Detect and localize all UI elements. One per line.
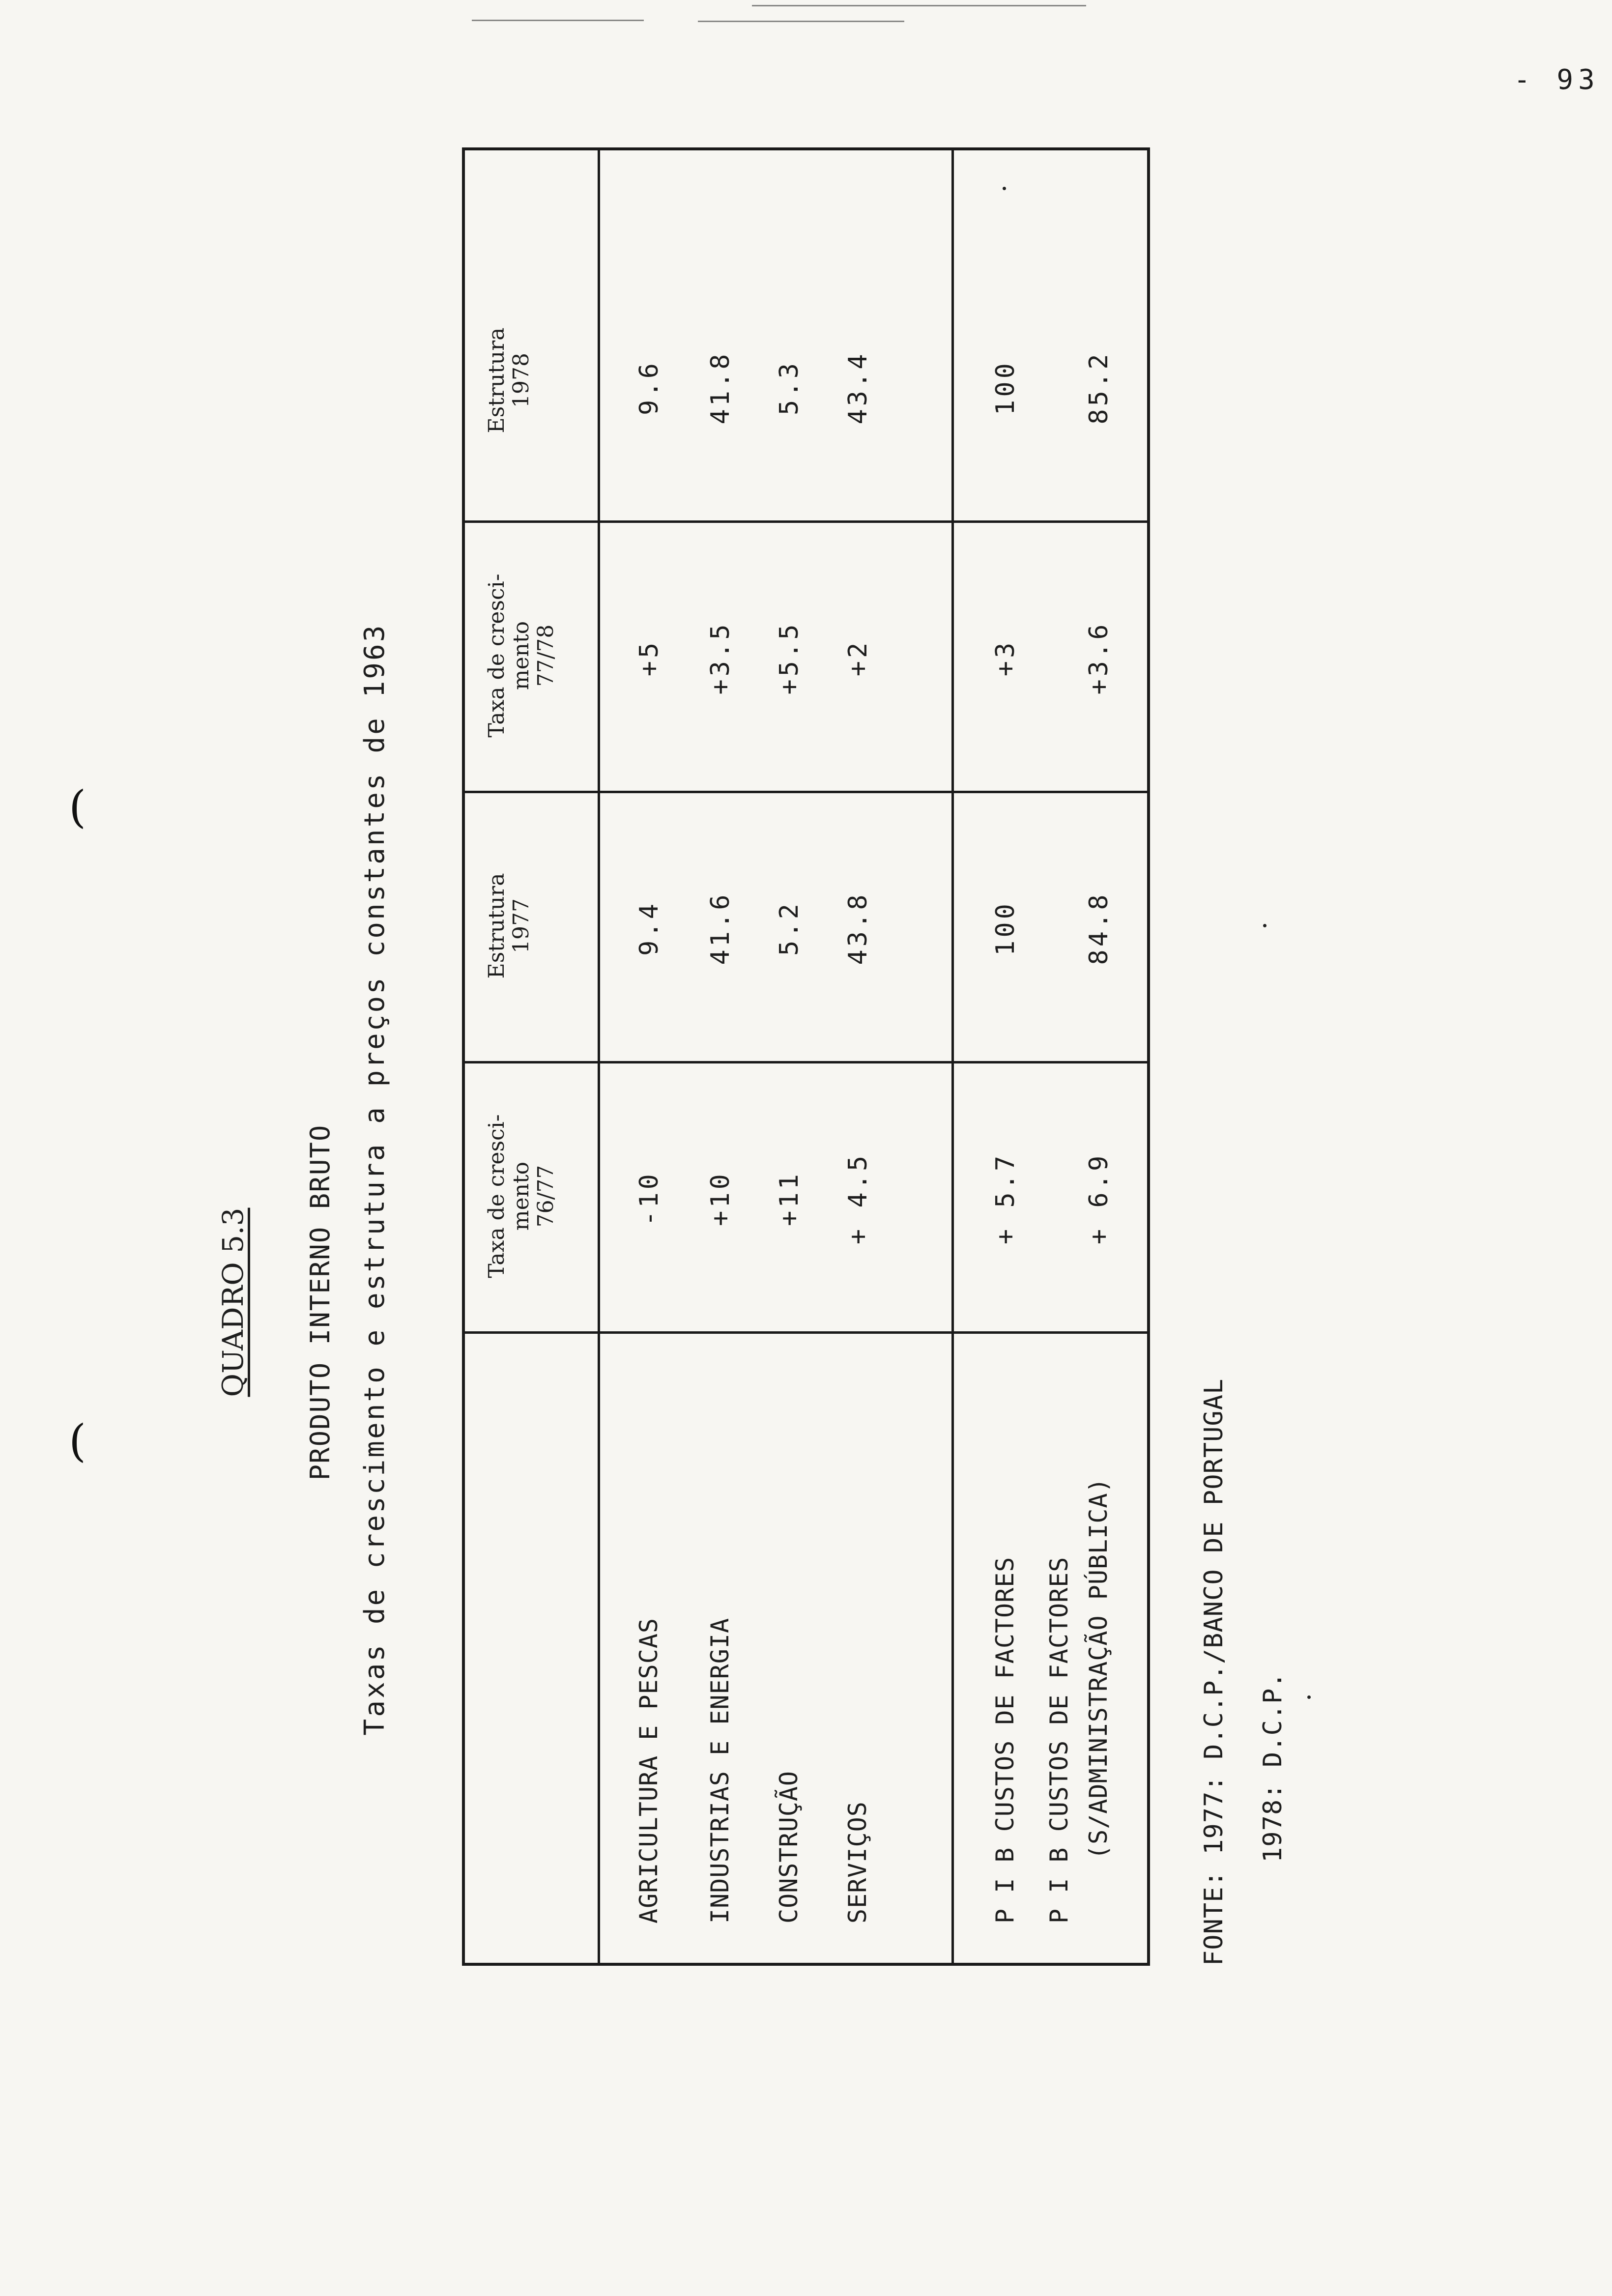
row-label: AGRICULTURA E PESCAS	[634, 1617, 663, 1923]
row-label: P I B CUSTOS DE FACTORES	[991, 1556, 1019, 1923]
row-label: SERVIÇOS	[843, 1801, 872, 1923]
column-divider	[465, 1331, 1147, 1334]
row-label: P I B CUSTOS DE FACTORES	[1045, 1556, 1073, 1923]
table-cell: +5.5	[775, 621, 804, 695]
table-cell: 9.4	[634, 901, 664, 956]
table-cell: -10	[634, 1171, 664, 1226]
table-title: PRODUTO INTERNO BRUTO	[305, 1124, 336, 1481]
source-note: FONTE: 1977: D.C.P./BANCO DE PORTUGAL	[1199, 1378, 1229, 1966]
total-divider	[951, 150, 954, 1963]
data-table	[462, 147, 1150, 1966]
table-cell: 41.6	[706, 891, 735, 965]
table-cell: 41.8	[706, 351, 735, 425]
source-note-continuation: 1978: D.C.P.	[1258, 1672, 1288, 1863]
row-label-continuation: (S/ADMINISTRAÇÃO PÚBLICA)	[1084, 1477, 1113, 1860]
column-header: Taxa de cresci- mento 77/78	[484, 574, 558, 738]
table-cell: 84.8	[1084, 891, 1114, 965]
row-label: INDUSTRIAS E ENERGIA	[706, 1617, 734, 1923]
table-cell: 100	[991, 360, 1020, 415]
table-cell: 5.3	[775, 360, 804, 415]
table-cell: +3.6	[1084, 621, 1114, 695]
page-number: - 93	[1514, 64, 1600, 96]
table-cell: +5	[634, 639, 664, 677]
table-cell: 43.4	[843, 351, 873, 425]
table-cell: + 6.9	[1084, 1152, 1114, 1245]
quadro-label: QUADRO 5.3	[216, 1207, 250, 1397]
table-cell: +11	[775, 1171, 804, 1226]
binding-hole-mark: (	[69, 1415, 86, 1467]
table-cell: +10	[706, 1171, 735, 1226]
column-header: Estrutura 1977	[484, 873, 534, 979]
table-cell: 5.2	[775, 901, 804, 956]
table-cell: +3	[991, 639, 1020, 677]
table-subtitle: Taxas de crescimento e estrutura a preços constantes de 1963	[359, 623, 391, 1736]
rotated-page-content	[128, 0, 1455, 1966]
table-cell: + 4.5	[843, 1152, 873, 1245]
table-cell: 43.8	[843, 891, 873, 965]
table-cell: 85.2	[1084, 351, 1114, 425]
binding-hole-mark: (	[69, 781, 86, 833]
table-cell: 9.6	[634, 360, 664, 415]
column-header: Taxa de cresci- mento 76/77	[484, 1114, 558, 1278]
table-cell: +2	[843, 639, 873, 677]
table-cell: 100	[991, 901, 1020, 956]
row-label: CONSTRUÇÃO	[775, 1770, 803, 1923]
table-cell: +3.5	[706, 621, 735, 695]
column-header: Estrutura 1978	[484, 327, 534, 433]
table-cell: + 5.7	[991, 1152, 1020, 1245]
header-divider	[598, 150, 600, 1963]
